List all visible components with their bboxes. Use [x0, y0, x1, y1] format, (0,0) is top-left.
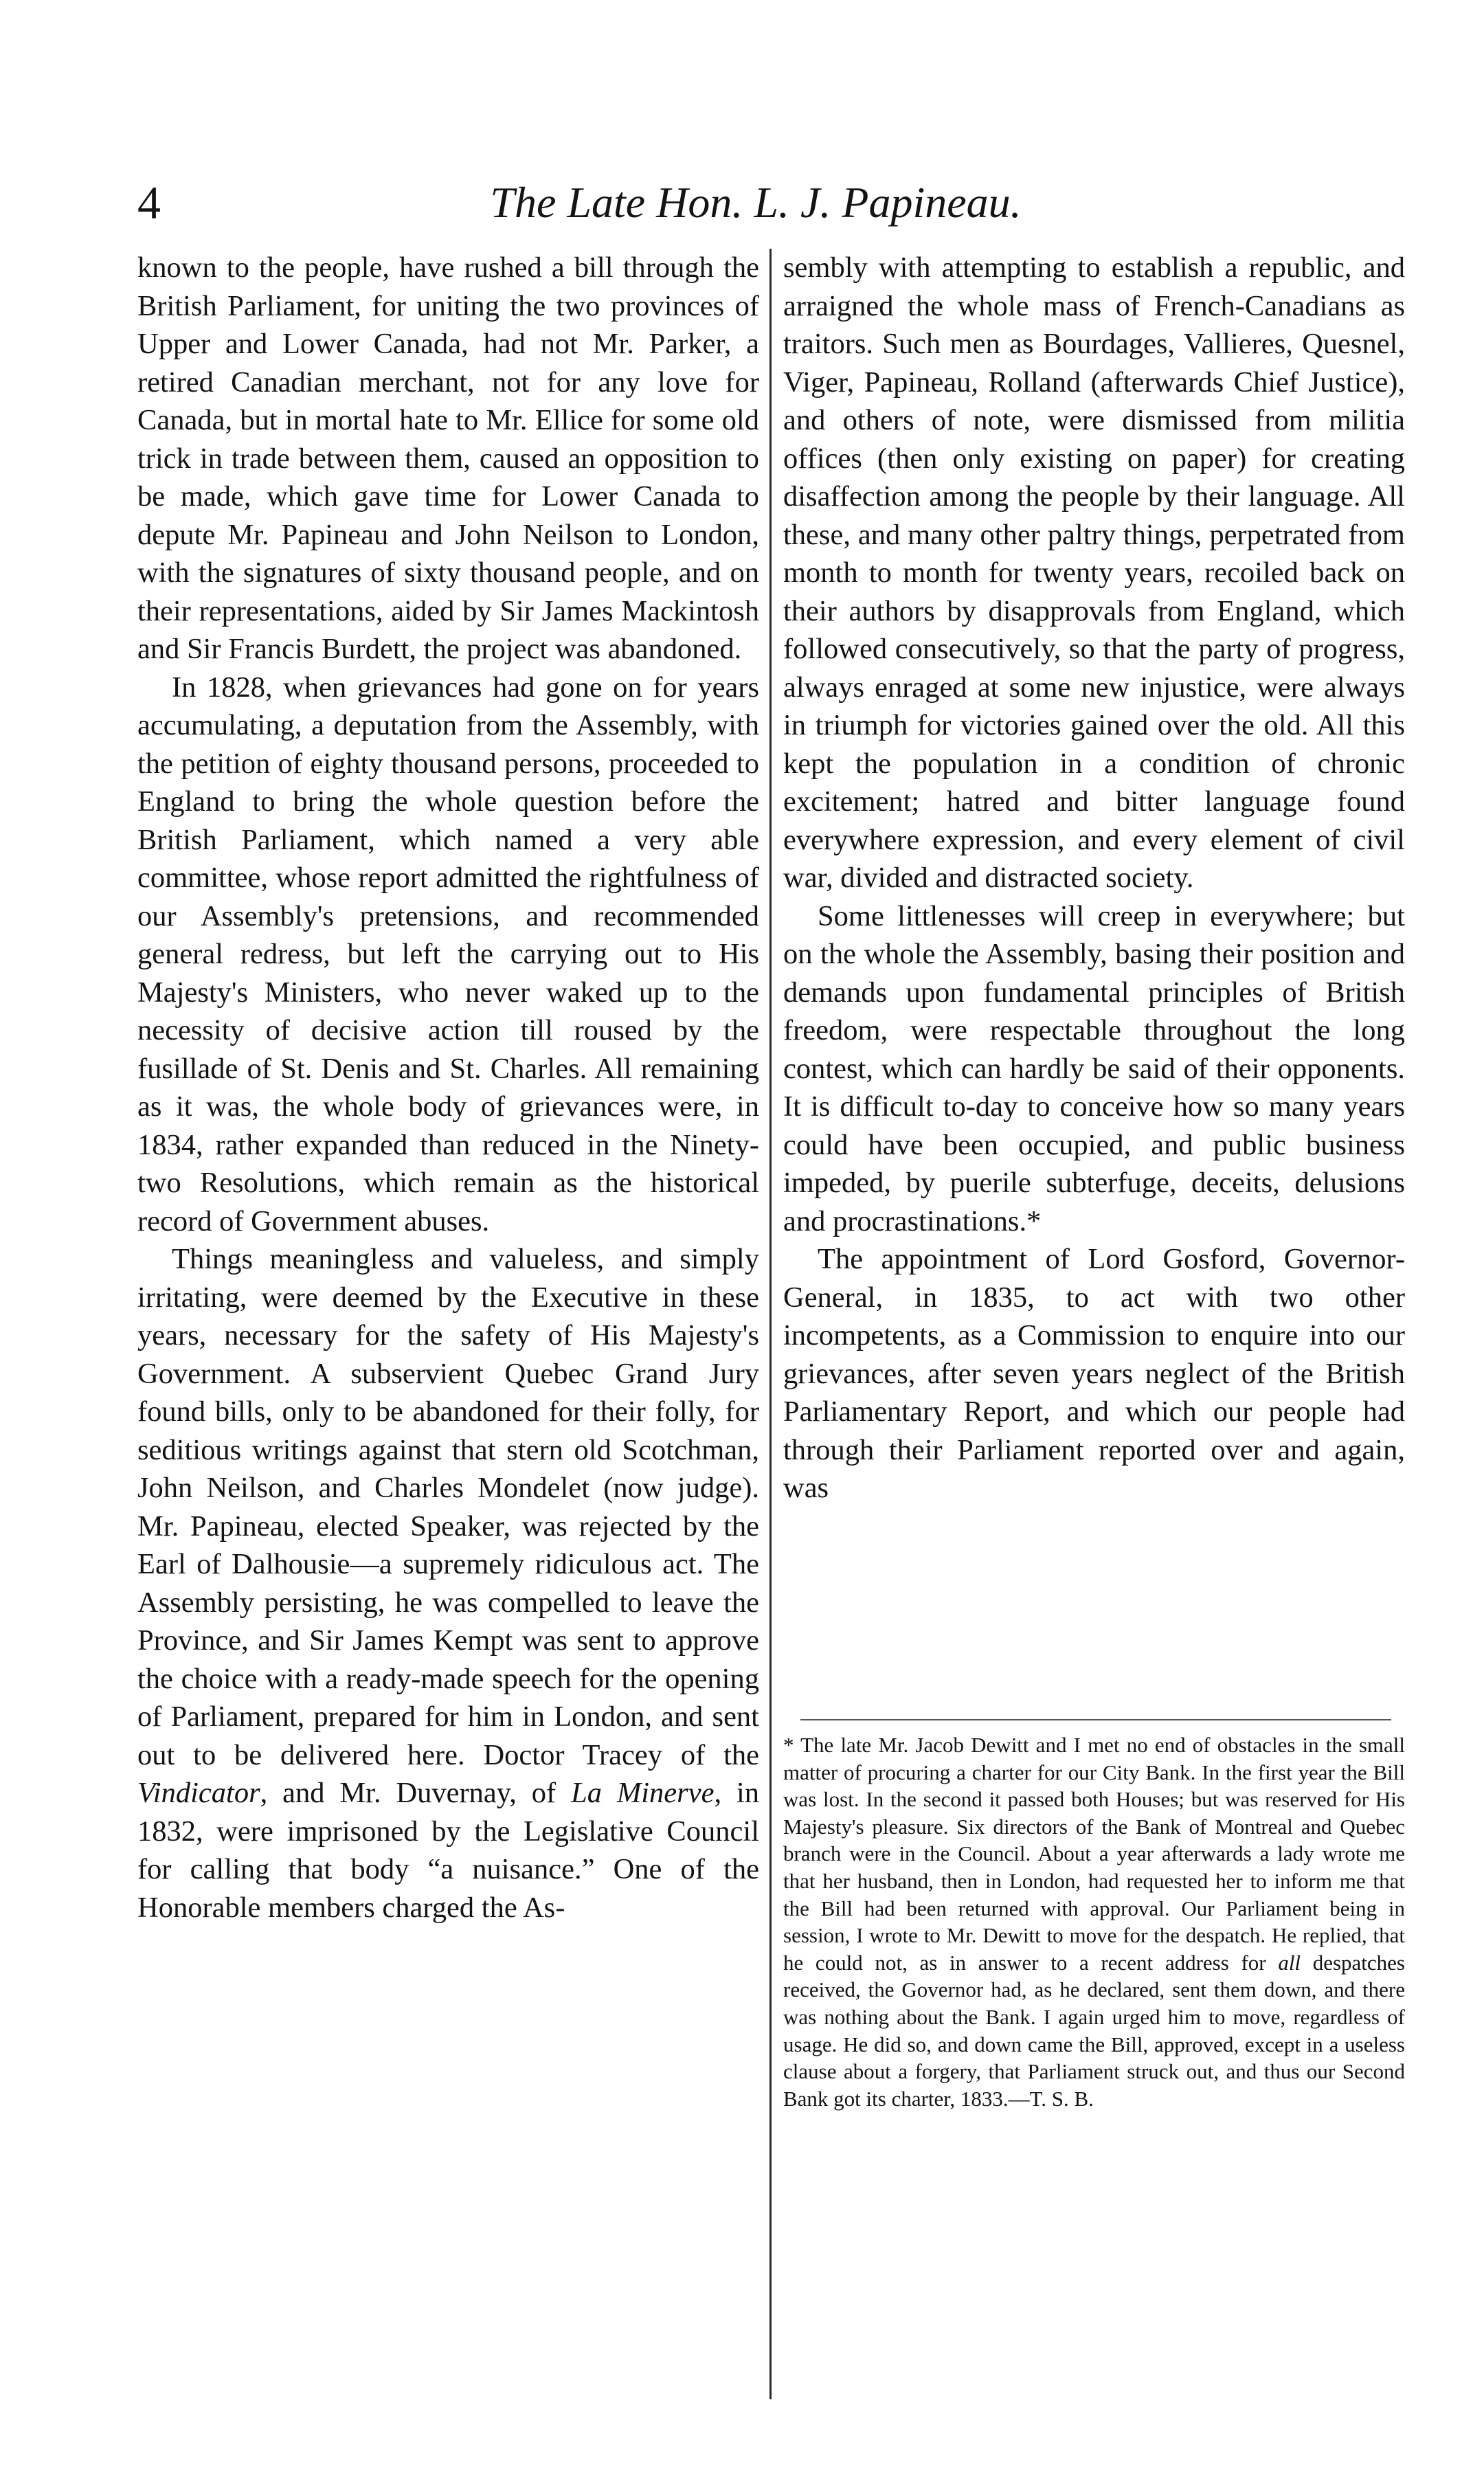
text-segment: Things meaningless and valueless, and simply irritating, were deemed by the Executive in these years, necessary for the safety of His Majesty's Government. A subservient Quebec Grand Jury found bills, only to be abandoned for their folly, for seditious writings against that stern old Scotchman, John Neilson, and Charles Mondelet (now judge). Mr. Papineau, elected Speaker, was rejected by the Earl of Dalhousie—a supremely ridiculous act. The Assembly persisting, he was compelled to leave the Province, and Sir James Kempt was sent to approve the choice with a ready-made speech for the opening of Parliament, prepared for him in London, and sent out to be delivered here. Doctor Tracey of the [137, 1243, 759, 1771]
paragraph-lord-gosford: The appointment of Lord Gosford, Governor-General, in 1835, to act with two other incompetents, as a Commission to enquire into our grievances, after seven years neglect of the British Parliamentary Report, and which our people had through their Parliament reported over and again, was [783, 1243, 1405, 1504]
paragraph-assembly-republic: sembly with attempting to establish a republic, and arraigned the whole mass of French-Canadians as traitors. Such men as Bourdages, Vallieres, Quesnel, Viger, Papineau, Rolland (afterwards Chief Justice), and others of note, were dismissed from militia offices (then only existing on paper) for creating disaffection among the people by their language. All these, and many other paltry things, perpetrated from month to month for twenty years, recoiled back on their authors by disapprovals from England, which followed consecutively, so that the party of progress, always enraged at some new injustice, were always in triumph for victories gained over the old. All this kept the population in a condition of chronic excitement; hatred and bitter language found everywhere expression, and every element of civil war, divided and distracted society. [783, 251, 1405, 894]
footnote-rule [800, 1719, 1391, 1720]
text-segment: , and Mr. Duvernay, of [260, 1777, 572, 1809]
page-number: 4 [137, 177, 161, 229]
footnote-text: * The late Mr. Jacob Dewitt and I met no end of obstacles in the small matter of procuring a charter for our City Bank. In the first year the Bill was lost. In the second it passed both Houses; but was reserved for His Majesty's pleasure. Six directors of the Bank of Montreal and Quebec branch were in the Council. About a year afterwards a lady wrote me that her husband, then in London, had requested her to inform me that the Bill had been returned with approval. Our Parliament being in session, I wrote to Mr. Dewitt to move for the despatch. He replied, that he could not, as in answer to a recent address for [783, 1733, 1405, 1975]
footnote-text: despatches received, the Governor had, as he declared, sent them down, and there was nothing about the Bank. I again urged him to move, regardless of usage. He did so, and down came the Bill, approved, except in a useless clause about a forgery, that Parliament struck out, and thus our Second Bank got its charter, 1833.—T. S. B. [783, 1950, 1405, 2111]
newspaper-title-vindicator: Vindicator [137, 1777, 260, 1809]
paragraph-things-meaningless [137, 1240, 759, 1927]
paragraph-parliament-bill: known to the people, have rushed a bill through the British Parliament, for uniting the two provinces of Upper and Lower Canada, had not Mr. Parker, a retired Canadian merchant, not for any love for Canada, but in mortal hate to Mr. Ellice for some old trick in trade between them, caused an opposition to be made, which gave time for Lower Canada to depute Mr. Papineau and John Neilson to London, with the signatures of sixty thousand people, and on their representations, aided by Sir James Mackintosh and Sir Francis Burdett, the project was abandoned. [137, 251, 759, 665]
footnote [783, 1731, 1405, 2112]
newspaper-title-la-minerve: La Minerve [571, 1777, 715, 1809]
running-title: The Late Hon. L. J. Papineau. [490, 178, 1022, 227]
text-segment: , in 1832, were imprisoned by the Legislative Council for calling that body “a nuisance.” One of the Honorable members charged the As- [137, 1777, 759, 1924]
left-column [137, 249, 759, 1927]
paragraph-littlenesses: Some littlenesses will creep in everywhere; but on the whole the Assembly, basing their position and demands upon fundamental principles of British freedom, were respectable throughout the long contest, which can hardly be said of their opponents. It is difficult to-day to conceive how so many years could have been occupied, and public business impeded, by puerile subterfuge, deceits, delusions and procrastinations.* [783, 899, 1405, 1237]
footnote-emphasis: all [1278, 1950, 1301, 1975]
page-header [137, 172, 1374, 234]
column-divider [769, 249, 772, 2399]
paragraph-1828-deputation: In 1828, when grievances had gone on for years accumulating, a deputation from the Assembly, with the petition of eighty thousand persons, proceeded to England to bring the whole question before the British Parliament, which named a very able committee, whose report admitted the rightfulness of our Assembly's pretensions, and recommended general redress, but left the carrying out to His Majesty's Ministers, who never waked up to the necessity of decisive action till roused by the fusillade of St. Denis and St. Charles. All remaining as it was, the whole body of grievances were, in 1834, rather expanded than reduced in the Ninety-two Resolutions, which remain as the historical record of Government abuses. [137, 671, 759, 1237]
right-column [783, 249, 1405, 1507]
